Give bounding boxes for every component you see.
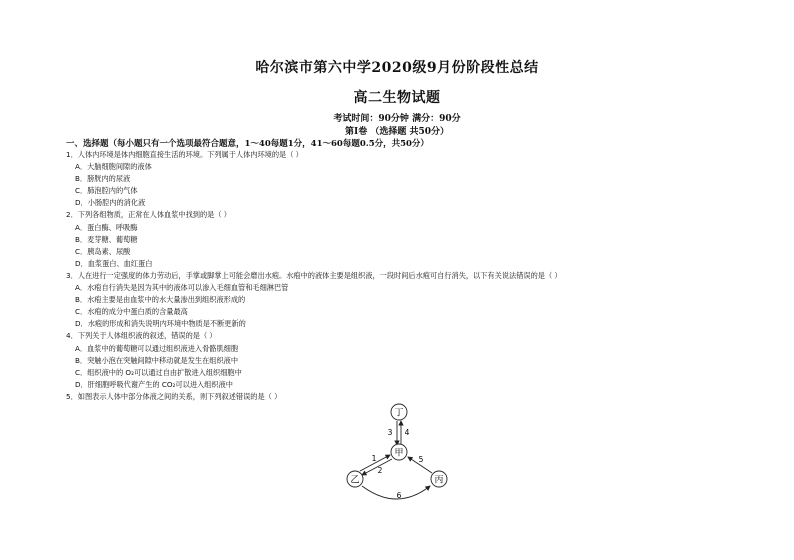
arrow-label-1: 1 bbox=[371, 454, 377, 463]
question-stem: 3．人在进行一定强度的体力劳动后，手掌或脚掌上可能会磨出水疱。水疱中的液体主要是组织液，一段时间后水疱可自行消失，以下有关说法错误的是（ ） bbox=[66, 270, 562, 280]
question-option: C．肺泡腔内的气体 bbox=[75, 186, 138, 196]
subject-title: 高二生物试题 bbox=[353, 90, 441, 106]
question-option: B．突触小泡在突触间隙中移动就是发生在组织液中 bbox=[75, 355, 239, 365]
question-option: D．血浆蛋白、血红蛋白 bbox=[75, 258, 153, 268]
node-bing-label: 丙 bbox=[434, 475, 444, 486]
arrow-label-4: 4 bbox=[404, 428, 410, 437]
part-info: 第Ⅰ卷 （选择题 共50分） bbox=[344, 127, 449, 137]
node-yi bbox=[347, 471, 363, 487]
question-option: A．血浆中的葡萄糖可以通过组织液进入骨骼肌细胞 bbox=[75, 343, 239, 353]
node-bing bbox=[431, 471, 447, 487]
question-option: B．膀胱内的尿液 bbox=[75, 174, 131, 184]
question-option: C．组织液中的 O₂可以通过自由扩散进入组织细胞中 bbox=[75, 367, 242, 377]
node-ding-label: 丁 bbox=[394, 408, 404, 419]
question-option: D．小肠腔内的消化液 bbox=[75, 198, 146, 208]
question-option: A．大脑细胞间隙的液体 bbox=[75, 162, 152, 172]
arrow-label-2: 2 bbox=[377, 466, 383, 475]
question-option: B．麦芽糖、葡萄糖 bbox=[75, 234, 138, 244]
question-option: A．水疱自行消失是因为其中的液体可以渗入毛细血管和毛细淋巴管 bbox=[75, 283, 289, 293]
question-stem: 4．下列关于人体组织液的叙述，错误的是（ ） bbox=[66, 331, 217, 341]
arrow-label-3: 3 bbox=[387, 428, 393, 437]
arrow-label-5: 5 bbox=[418, 455, 424, 464]
section-title: 一、选择题（每小题只有一个选项最符合题意，1～40每题1分，41～60每题0.5分，共50分） bbox=[66, 139, 429, 149]
node-yi-label: 乙 bbox=[350, 475, 360, 486]
question-option: A．蛋白酶、呼吸酶 bbox=[75, 222, 138, 232]
question-stem: 2．下列各组物质，正常在人体血浆中找到的是（ ） bbox=[66, 210, 231, 220]
arrow-label-6: 6 bbox=[396, 491, 402, 500]
question-stem: 1．人体内环境是体内细胞直接生活的环境。下列属于人体内环境的是（ ） bbox=[66, 150, 303, 159]
node-ding bbox=[391, 404, 407, 420]
question-stem: 5．如图表示人体中部分体液之间的关系，则下列叙述错误的是（ ） bbox=[66, 391, 282, 401]
exam-info: 考试时间：90分钟 满分：90分 bbox=[333, 114, 461, 124]
question-option: C．胰岛素、尿酸 bbox=[75, 246, 131, 256]
question-option: D．肝细胞呼吸代谢产生的 CO₂可以进入组织液中 bbox=[75, 379, 233, 389]
question-option: B．水疱主要是由血浆中的水大量渗出到组织液形成的 bbox=[75, 295, 246, 305]
school-title: 哈尔滨市第六中学2020级9月份阶段性总结 bbox=[255, 60, 539, 76]
question-option: C．水疱的成分中蛋白质的含量最高 bbox=[75, 307, 188, 317]
node-jia-label: 甲 bbox=[394, 448, 404, 459]
question-option: D．水疱的形成和消失说明内环境中物质是不断更新的 bbox=[75, 319, 246, 329]
node-jia bbox=[391, 444, 407, 460]
